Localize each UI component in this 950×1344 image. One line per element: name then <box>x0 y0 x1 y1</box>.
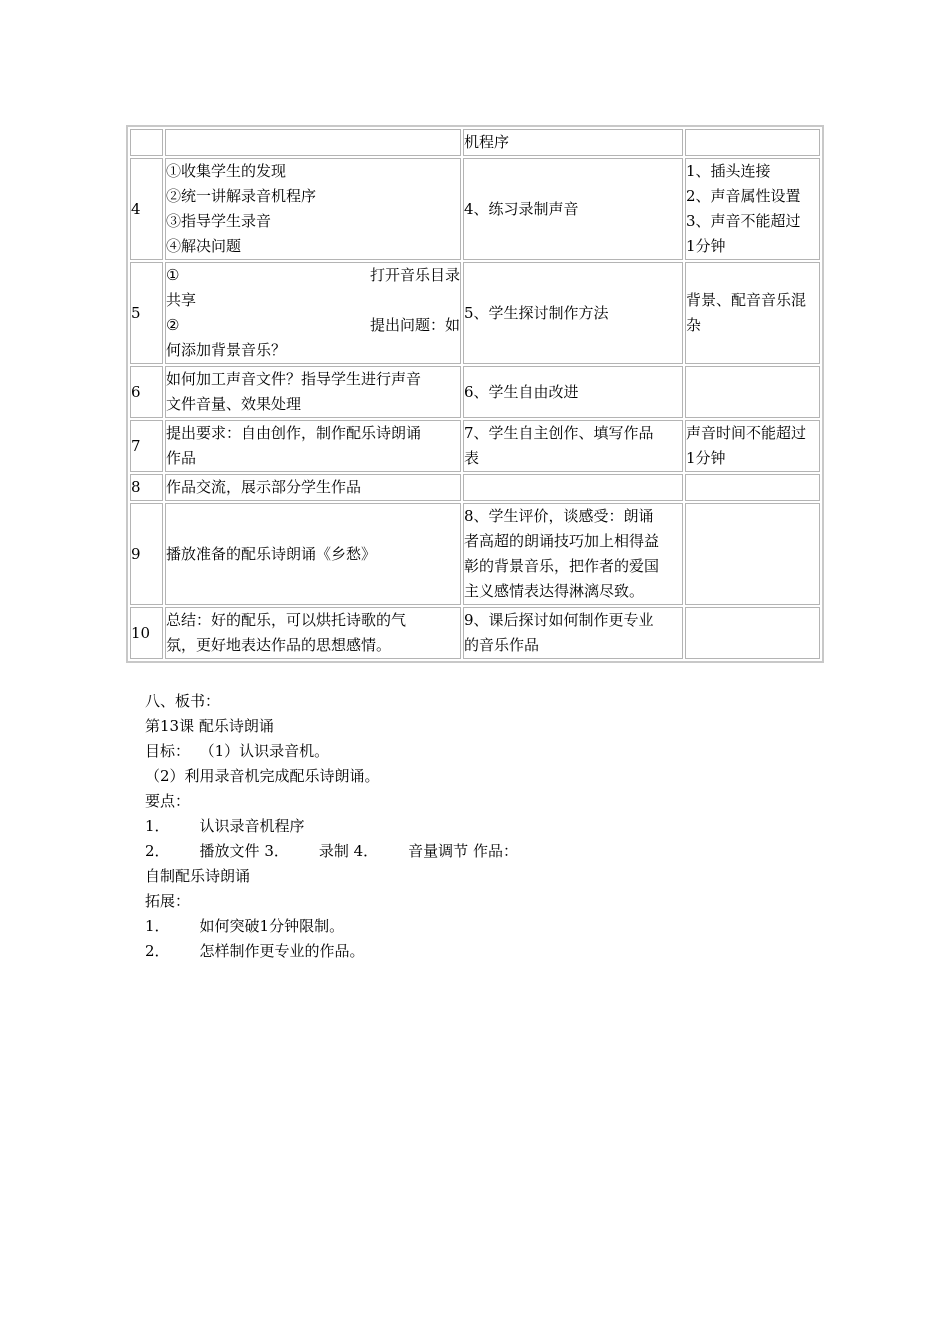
lesson-title: 第13课 配乐诗朗诵 <box>145 717 274 735</box>
step-number-cell: 9 <box>130 503 163 605</box>
cell-text: ② <box>166 316 180 334</box>
cell-text: 1、插头连接 <box>686 162 771 180</box>
table-row <box>130 503 820 605</box>
teacher-activity-cell <box>165 607 461 659</box>
cell-text: ①收集学生的发现 <box>166 162 287 180</box>
cell-text: 何添加背景音乐？ <box>166 341 287 359</box>
student-activity-cell <box>463 474 683 501</box>
table-row <box>130 158 820 260</box>
teacher-activity-cell <box>165 503 461 605</box>
teacher-activity-cell <box>165 420 461 472</box>
extension-label: 拓展： <box>145 892 191 910</box>
cell-text: ④解决问题 <box>166 237 242 255</box>
lesson-plan-table <box>126 125 824 663</box>
step-number-cell: 8 <box>130 474 163 501</box>
key-point-continuation: 自制配乐诗朗诵 <box>145 867 251 885</box>
student-activity-cell <box>463 503 683 605</box>
extension-item <box>145 939 785 964</box>
table-row <box>130 474 820 501</box>
student-activity-cell <box>463 607 683 659</box>
table-row <box>130 366 820 418</box>
cell-text: 作品 <box>166 449 197 467</box>
teacher-activity-cell <box>165 474 461 501</box>
cell-text: 1分钟 <box>686 449 726 467</box>
cell-text: ②统一讲解录音机程序 <box>166 187 317 205</box>
step-number-cell <box>130 129 163 156</box>
goal-item: （2）利用录音机完成配乐诗朗诵。 <box>145 767 380 785</box>
student-activity-cell <box>463 158 683 260</box>
cell-text: 者高超的朗诵技巧加上相得益 <box>464 532 660 550</box>
table-row <box>130 262 820 364</box>
cell-text: 提出要求：自由创作，制作配乐诗朗诵 <box>166 424 422 442</box>
goal-label: 目标： <box>145 742 191 760</box>
student-activity-cell <box>463 366 683 418</box>
cell-text-row <box>166 313 460 338</box>
step-number-cell: 5 <box>130 262 163 364</box>
student-activity-cell <box>463 129 683 156</box>
teacher-activity-cell <box>165 158 461 260</box>
item-text: 认识录音机程序 <box>199 817 305 835</box>
cell-text: 表 <box>464 449 480 467</box>
cell-text: 如何加工声音文件？指导学生进行声音 <box>166 370 422 388</box>
cell-text: 作品交流，展示部分学生作品 <box>166 478 362 496</box>
goal-item: （1）认识录音机。 <box>199 742 330 760</box>
blackboard-notes <box>145 689 785 964</box>
teacher-activity-cell <box>165 262 461 364</box>
cell-text: 7、学生自主创作、填写作品 <box>464 424 654 442</box>
student-activity-cell <box>463 262 683 364</box>
cell-text: 5、学生探讨制作方法 <box>464 303 609 322</box>
cell-text: 2、声音属性设置 <box>686 187 801 205</box>
table-row <box>130 129 820 156</box>
table-row <box>130 607 820 659</box>
cell-text: 4、练习录制声音 <box>464 199 579 218</box>
cell-text: 9、课后探讨如何制作更专业 <box>464 611 654 629</box>
cell-text: 文件音量、效果处理 <box>166 395 302 413</box>
note-cell <box>685 503 820 605</box>
cell-text: 播放准备的配乐诗朗诵《乡愁》 <box>166 544 377 563</box>
item-text: 怎样制作更专业的作品。 <box>199 942 365 960</box>
cell-text: 声音时间不能超过 <box>686 424 807 442</box>
item-text: 如何突破1分钟限制。 <box>199 917 345 935</box>
note-cell <box>685 366 820 418</box>
student-activity-cell <box>463 420 683 472</box>
step-number-cell: 10 <box>130 607 163 659</box>
key-point-item <box>145 839 785 864</box>
item-text: 录制 4． <box>318 842 379 860</box>
cell-text: 的音乐作品 <box>464 636 540 654</box>
item-text: 播放文件 3． <box>199 842 289 860</box>
item-number: 1． <box>145 817 170 835</box>
step-number-cell: 4 <box>130 158 163 260</box>
cell-text: 主义感情表达得淋漓尽致。 <box>464 582 645 600</box>
cell-text: 8、学生评价，谈感受：朗诵 <box>464 507 654 525</box>
teacher-activity-cell <box>165 129 461 156</box>
goal-line <box>145 739 785 764</box>
key-points-label: 要点： <box>145 792 191 810</box>
key-point-item <box>145 814 785 839</box>
section-heading: 八、板书： <box>145 692 221 710</box>
cell-text: 3、声音不能超过 <box>686 212 801 230</box>
item-number: 1． <box>145 917 170 935</box>
step-number-cell: 6 <box>130 366 163 418</box>
cell-text: 杂 <box>686 316 702 334</box>
extension-item <box>145 914 785 939</box>
note-cell <box>685 129 820 156</box>
note-cell <box>685 158 820 260</box>
cell-text: 背景、配音音乐混 <box>686 291 807 309</box>
item-number: 2． <box>145 842 170 860</box>
cell-text: 氛，更好地表达作品的思想感情。 <box>166 636 392 654</box>
item-number: 2． <box>145 942 170 960</box>
cell-text: 提出问题：如 <box>369 316 460 334</box>
table-row <box>130 420 820 472</box>
note-cell <box>685 607 820 659</box>
cell-text: ① <box>166 266 180 284</box>
note-cell <box>685 420 820 472</box>
teacher-activity-cell <box>165 366 461 418</box>
item-text: 音量调节 作品： <box>408 842 518 860</box>
note-cell <box>685 474 820 501</box>
note-cell <box>685 262 820 364</box>
cell-text: ③指导学生录音 <box>166 212 272 230</box>
cell-text: 机程序 <box>464 133 510 151</box>
cell-text: 彰的背景音乐，把作者的爱国 <box>464 557 660 575</box>
lesson-steps-table <box>128 127 822 661</box>
cell-text: 打开音乐目录 <box>369 266 460 284</box>
cell-text: 共享 <box>166 291 197 309</box>
cell-text: 6、学生自由改进 <box>464 382 579 401</box>
cell-text-row <box>166 263 460 288</box>
cell-text: 1分钟 <box>686 237 726 255</box>
cell-text: 总结：好的配乐，可以烘托诗歌的气 <box>166 611 407 629</box>
step-number-cell: 7 <box>130 420 163 472</box>
